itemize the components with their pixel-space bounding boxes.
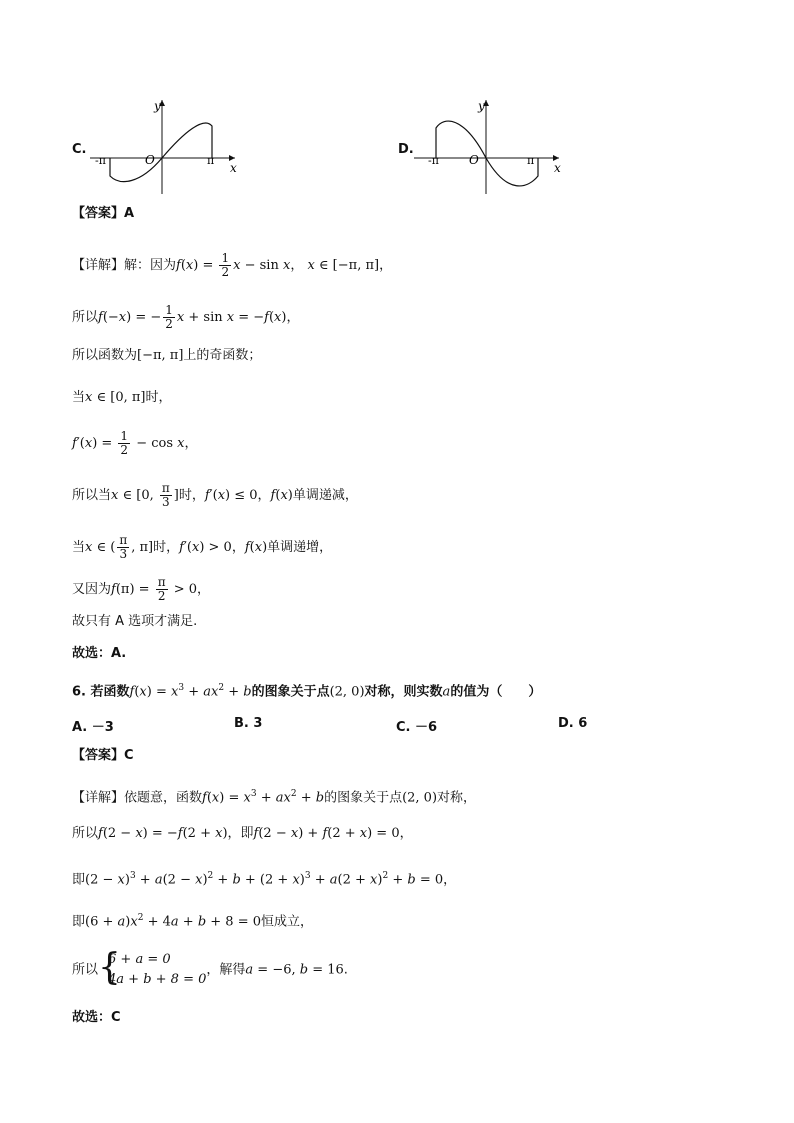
q5-detail-line7: 当x ∈ ( $\frac{\pi}{3}$ , π]时，f′(x) > 0，f(x)单调递增， [72, 533, 333, 561]
q5-detail-line5: f′(x) = $\frac{1}{2}$ − cos x， [72, 429, 198, 457]
q5-detail-line3: 所以函数为[−π, π]上的奇函数； [72, 348, 262, 363]
q5-detail-line4: 当x ∈ [0, π]时， [72, 390, 172, 405]
q6-detail-line1: 【详解】依题意，函数$f(x) = x^3 + ax^2 + b$的图象关于点(2, 0)对称， [72, 789, 477, 806]
neg-pi-label: -π [428, 154, 439, 167]
q6-stem: 6. 若函数$f(x) = x^3 + ax^2 + b$的图象关于点(2, 0)对称，则实数a的值为（ ） [72, 683, 542, 700]
y-axis-label: y [478, 99, 485, 113]
q6-final: 故选：C [72, 1010, 121, 1025]
x-axis-label: x [554, 161, 561, 175]
q6-option-b: B. 3 [234, 716, 263, 731]
origin-label: O [145, 153, 155, 167]
x-axis-label: x [230, 161, 237, 175]
q5-answer: 【答案】A [72, 206, 135, 221]
q5-detail-line9: 故只有 A 选项才满足. [72, 614, 198, 629]
option-c-label: C. [72, 142, 87, 157]
origin-label: O [469, 153, 479, 167]
q6-detail-line4: 即$(6 + a)x^2 + 4a + b + 8 = 0$恒成立， [72, 913, 314, 930]
q5-detail-line2: 所以f(−x) = − $\frac{1}{2}$ x + sin x = −f(x)， [72, 303, 300, 331]
pi-label: π [527, 154, 535, 167]
q5-detail-line6: 所以当x ∈ [0, $\frac{\pi}{3}$ ]时，f′(x) ≤ 0，f(x)单调递减， [72, 481, 358, 509]
equation-system: { 6 + a = 0 4a + b + 8 = 0 [98, 947, 207, 988]
graph-c [90, 96, 250, 196]
q6-option-d: D. 6 [558, 716, 588, 731]
pi-label: π [207, 154, 215, 167]
q6-option-a: A. －3 [72, 720, 114, 735]
q6-detail-line5: 所以 { 6 + a = 0 4a + b + 8 = 0 ，解得a = −6, b = 16. [72, 947, 348, 988]
neg-pi-label: -π [95, 154, 106, 167]
option-d-label: D. [398, 142, 414, 157]
q5-detail-line1: 【详解】解：因为f(x) = $\frac{1}{2}$ x − sin x， x ∈ [−π, π]， [72, 251, 393, 279]
q6-detail-line2: 所以f(2 − x) = −f(2 + x)，即f(2 − x) + f(2 + x) = 0， [72, 826, 413, 841]
y-axis-label: y [154, 99, 161, 113]
q5-final: 故选：A. [72, 646, 127, 661]
q6-option-c: C. －6 [396, 720, 438, 735]
graph-d [414, 96, 574, 196]
q6-detail-line3: 即$(2 - x)^3 + a(2 - x)^2 + b + (2 + x)^3 + a(2 + x)^2 + b = 0$， [72, 871, 457, 888]
q6-answer: 【答案】C [72, 748, 134, 763]
q5-detail-line8: 又因为f(π) = $\frac{\pi}{2}$ > 0， [72, 575, 211, 603]
